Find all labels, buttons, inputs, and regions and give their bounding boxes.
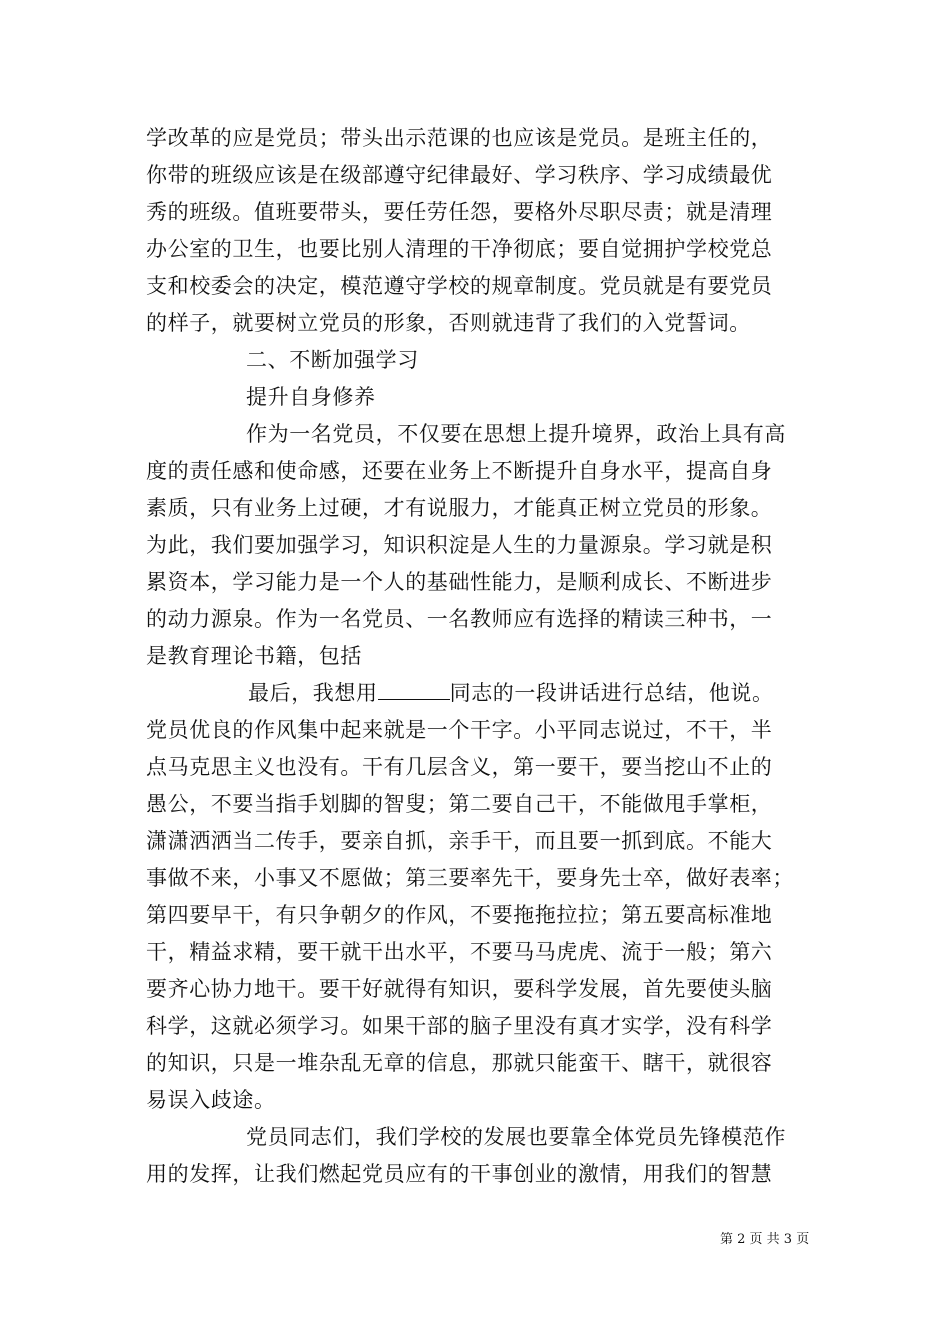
text-line: 用的发挥，让我们燃起党员应有的干事创业的激情，用我们的智慧: [146, 1162, 773, 1186]
text-line: 干，精益求精，要干就干出水平，不要马马虎虎、流于一般；第六: [146, 940, 773, 964]
fill-in-blank: [378, 681, 450, 700]
text-line: 累资本，学习能力是一个人的基础性能力，是顺利成长、不断进步: [146, 570, 773, 594]
text-line: 支和校委会的决定，模范遵守学校的规章制度。党员就是有要党员: [146, 274, 773, 298]
text-line: 党员同志们，我们学校的发展也要靠全体党员先锋模范作: [246, 1125, 786, 1149]
text-line: 愚公，不要当指手划脚的智叟；第二要自己干，不能做甩手掌柜，: [146, 792, 773, 816]
text-line: 科学，这就必须学习。如果干部的脑子里没有真才实学，没有科学: [146, 1014, 773, 1038]
text-segment: 同志的一段讲话进行总结，他说。: [449, 681, 774, 705]
text-line: 为此，我们要加强学习，知识积淀是人生的力量源泉。学习就是积: [146, 533, 773, 557]
section-subheading: 提升自身修养: [246, 385, 376, 409]
text-line: 易误入歧途。: [146, 1088, 276, 1112]
text-line: 第四要早干，有只争朝夕的作风，不要拖拖拉拉；第五要高标准地: [146, 903, 773, 927]
text-line: 的动力源泉。作为一名党员、一名教师应有选择的精读三种书，一: [146, 607, 773, 631]
text-line: 的样子，就要树立党员的形象，否则就违背了我们的入党誓词。: [146, 311, 751, 335]
text-line: 是教育理论书籍，包括: [146, 644, 362, 668]
text-line-with-blank: [248, 680, 774, 706]
text-line: 学改革的应是党员；带头出示范课的也应该是党员。是班主任的，: [146, 126, 773, 150]
text-line: 度的责任感和使命感，还要在业务上不断提升自身水平，提高自身: [146, 459, 773, 483]
text-line: 秀的班级。值班要带头，要任劳任怨，要格外尽职尽责；就是清理: [146, 200, 773, 224]
text-line: 的知识，只是一堆杂乱无章的信息，那就只能蛮干、瞎干，就很容: [146, 1051, 773, 1075]
text-line: 办公室的卫生，也要比别人清理的干净彻底；要自觉拥护学校党总: [146, 237, 773, 261]
text-line: 你带的班级应该是在级部遵守纪律最好、学习秩序、学习成绩最优: [146, 163, 773, 187]
page-number: 第 2 页 共 3 页: [720, 1232, 810, 1247]
section-heading: 二、不断加强学习: [246, 348, 419, 372]
text-line: 潇潇洒洒当二传手，要亲自抓，亲手干，而且要一抓到底。不能大: [146, 829, 773, 853]
text-line: 党员优良的作风集中起来就是一个干字。小平同志说过，不干，半: [146, 718, 773, 742]
text-line: 素质，只有业务上过硬，才有说服力，才能真正树立党员的形象。: [146, 496, 773, 520]
text-line: 点马克思主义也没有。干有几层含义，第一要干，要当挖山不止的: [146, 755, 773, 779]
text-line: 事做不来，小事又不愿做；第三要率先干，要身先士卒，做好表率；: [146, 866, 794, 890]
text-segment: 最后，我想用: [248, 681, 378, 705]
text-line: 要齐心协力地干。要干好就得有知识，要科学发展，首先要使头脑: [146, 977, 773, 1001]
text-line: 作为一名党员，不仅要在思想上提升境界，政治上具有高: [246, 422, 786, 446]
